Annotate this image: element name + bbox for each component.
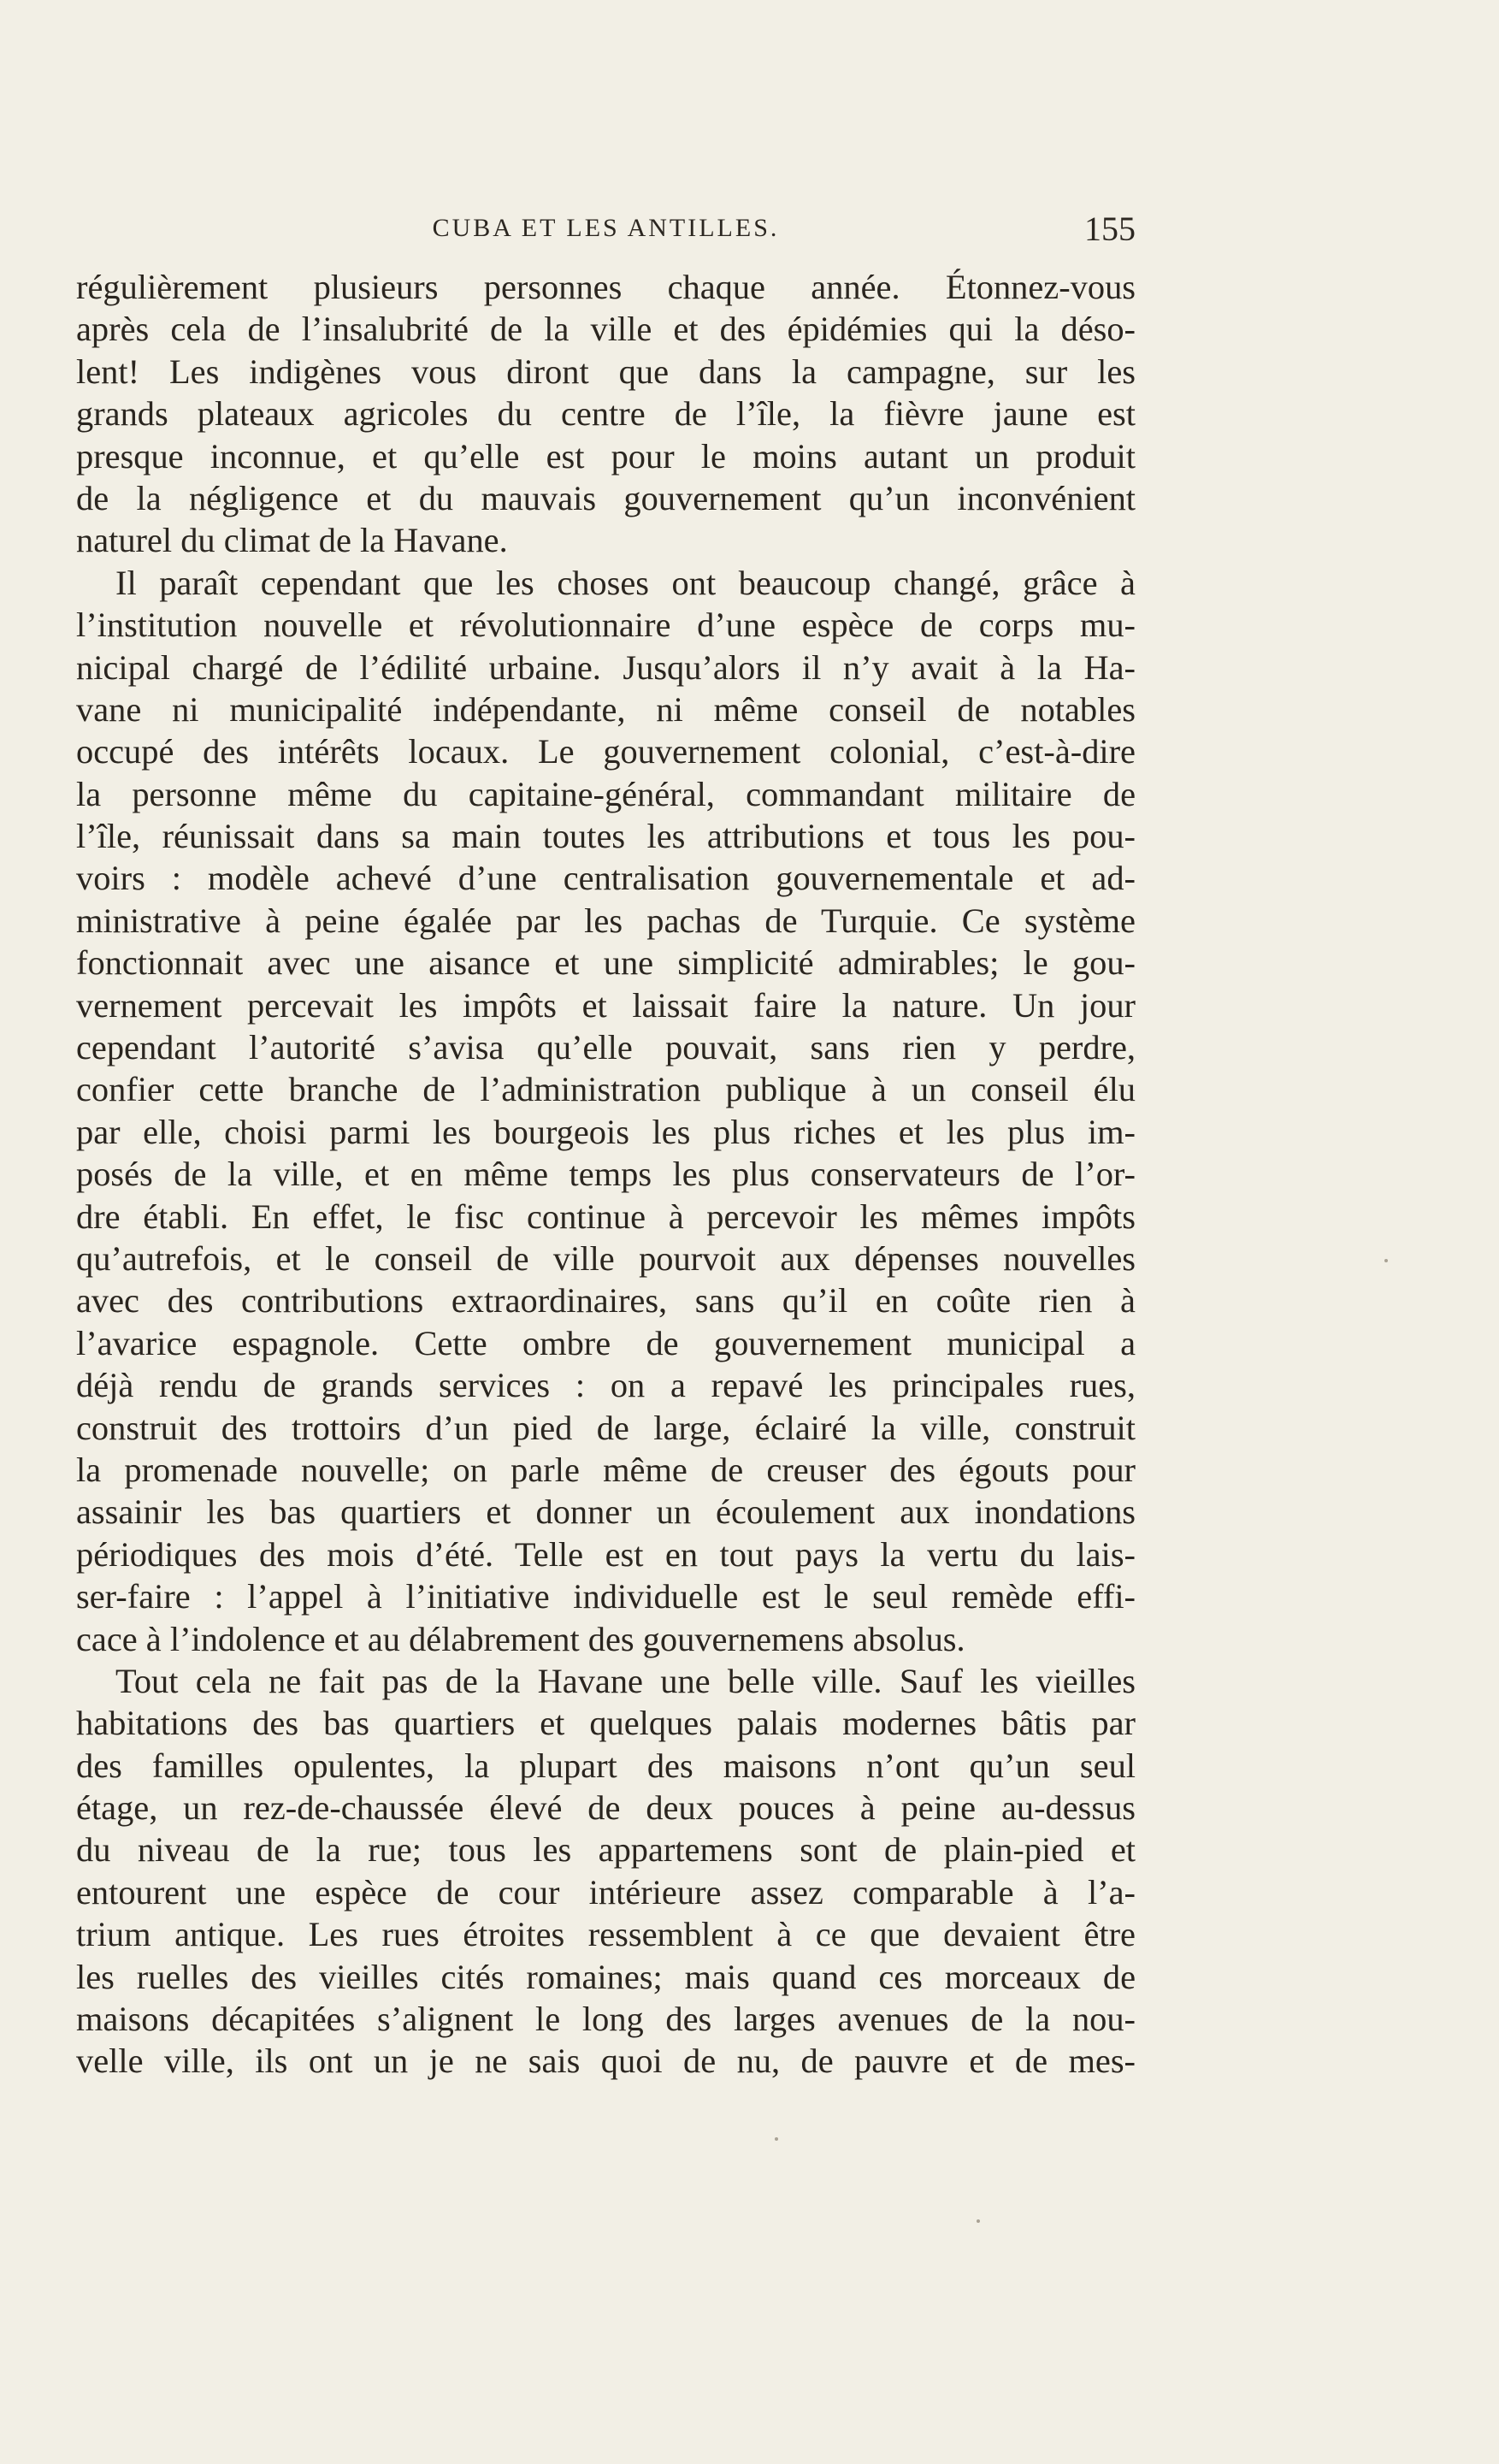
text-line: la personne même du capitaine-général, commandant militaire de xyxy=(76,774,1136,813)
text-line: des familles opulentes, la plupart des maisons n’ont qu’un seul xyxy=(76,1746,1136,1785)
text-line: ministrative à peine égalée par les pachas de Turquie. Ce système xyxy=(76,901,1136,940)
text-line: Il paraît cependant que les choses ont beaucoup changé, grâce à xyxy=(115,563,1136,602)
text-line: velle ville, ils ont un je ne sais quoi de nu, de pauvre et de mes- xyxy=(76,2042,1136,2081)
paper-speck xyxy=(1384,1259,1388,1262)
paper-speck xyxy=(977,2219,980,2223)
body-text xyxy=(76,266,1136,2083)
text-line: posés de la ville, et en même temps les plus conservateurs de l’or- xyxy=(76,1155,1136,1194)
text-line: vernement percevait les impôts et laissait faire la nature. Un jour xyxy=(76,985,1136,1025)
page-header xyxy=(76,209,1136,251)
text-line: l’île, réunissait dans sa main toutes les attributions et tous les pou- xyxy=(76,817,1136,856)
text-line: la promenade nouvelle; on parle même de creuser des égouts pour xyxy=(76,1450,1136,1489)
text-line: avec des contributions extraordinaires, sans qu’il en coûte rien à xyxy=(76,1281,1136,1321)
page-number: 155 xyxy=(1084,210,1136,248)
text-line: qu’autrefois, et le conseil de ville pourvoit aux dépenses nouvelles xyxy=(76,1238,1136,1278)
text-line: l’avarice espagnole. Cette ombre de gouvernement municipal a xyxy=(76,1323,1136,1362)
text-line: vane ni municipalité indépendante, ni même conseil de notables xyxy=(76,689,1136,729)
text-line: l’institution nouvelle et révolutionnaire d’une espèce de corps mu- xyxy=(76,606,1136,645)
text-line: dre établi. En effet, le fisc continue à percevoir les mêmes impôts xyxy=(76,1197,1136,1236)
text-line: régulièrement plusieurs personnes chaque année. Étonnez-vous xyxy=(76,268,1136,306)
text-line: par elle, choisi parmi les bourgeois les plus riches et les plus im- xyxy=(76,1112,1136,1151)
text-line: cace à l’indolence et au délabrement des gouvernemens absolus. xyxy=(76,1619,965,1658)
text-line: construit des trottoirs d’un pied de large, éclairé la ville, construit xyxy=(76,1408,1136,1447)
text-line: ser-faire : l’appel à l’initiative individuelle est le seul remède effi- xyxy=(76,1577,1136,1616)
text-line: fonctionnait avec une aisance et une simplicité admirables; le gou- xyxy=(76,943,1136,983)
text-line: lent! Les indigènes vous diront que dans la campagne, sur les xyxy=(76,352,1136,391)
text-line: du niveau de la rue; tous les appartemens sont de plain-pied et xyxy=(76,1830,1136,1870)
text-line: habitations des bas quartiers et quelques palais modernes bâtis par xyxy=(76,1704,1136,1743)
text-line: assainir les bas quartiers et donner un écoulement aux inondations xyxy=(76,1492,1136,1532)
text-line: voirs : modèle achevé d’une centralisation gouvernementale et ad- xyxy=(76,859,1136,898)
running-title: CUBA ET LES ANTILLES. xyxy=(432,214,780,242)
text-line: de la négligence et du mauvais gouvernement qu’un inconvénient xyxy=(76,478,1136,517)
text-line: étage, un rez-de-chaussée élevé de deux pouces à peine au-dessus xyxy=(76,1788,1136,1828)
text-line: maisons décapitées s’alignent le long des larges avenues de la nou- xyxy=(76,2000,1136,2039)
paper-speck xyxy=(775,2137,778,2141)
text-line: cependant l’autorité s’avisa qu’elle pouvait, sans rien y perdre, xyxy=(76,1028,1136,1067)
text-line: grands plateaux agricoles du centre de l’île, la fièvre jaune est xyxy=(76,394,1136,434)
text-line: trium antique. Les rues étroites ressemblent à ce que devaient être xyxy=(76,1915,1136,1954)
text-line: périodiques des mois d’été. Telle est en tout pays la vertu du lais- xyxy=(76,1534,1136,1574)
text-line: entourent une espèce de cour intérieure assez comparable à l’a- xyxy=(76,1872,1136,1912)
text-line: Tout cela ne fait pas de la Havane une belle ville. Sauf les vieilles xyxy=(115,1661,1136,1700)
text-line: presque inconnue, et qu’elle est pour le moins autant un produit xyxy=(76,436,1136,476)
text-line: les ruelles des vieilles cités romaines; mais quand ces morceaux de xyxy=(76,1957,1136,1996)
text-line: occupé des intérêts locaux. Le gouvernement colonial, c’est-à-dire xyxy=(76,732,1136,771)
text-line: naturel du climat de la Havane. xyxy=(76,521,508,560)
text-line: confier cette branche de l’administration publique à un conseil élu xyxy=(76,1070,1136,1109)
text-line: nicipal chargé de l’édilité urbaine. Jusqu’alors il n’y avait à la Ha- xyxy=(76,647,1136,687)
text-line: après cela de l’insalubrité de la ville et des épidémies qui la déso- xyxy=(76,310,1136,349)
text-line: déjà rendu de grands services : on a repavé les principales rues, xyxy=(76,1366,1136,1405)
